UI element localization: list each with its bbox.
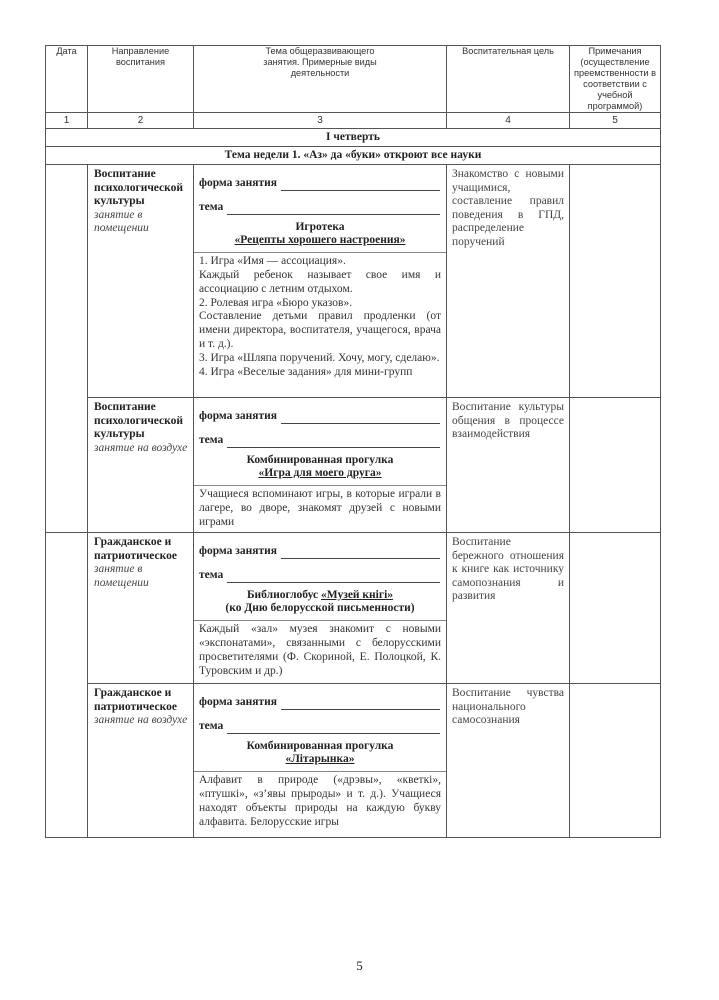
column-number: 1 <box>46 113 88 129</box>
table-row <box>46 165 661 398</box>
activity-type: Игротека <box>295 220 345 233</box>
direction-text: Гражданское и патриотическое <box>94 687 177 713</box>
topic-label: тема <box>199 433 224 446</box>
topic-field[interactable] <box>194 569 446 583</box>
activity-description <box>194 620 446 680</box>
description-line: Каждый «зал» музея знакомит с новыми «экспонатами», связанными с белорусскими просветителями (Ф. Скориной, Е. Полоцкой, К. Туровским и др.) <box>199 623 441 677</box>
header-notes: Примечания (осуществление преемственности в соответствии с учебной программой) <box>570 46 661 113</box>
location-text: занятие на воздухе <box>94 441 188 454</box>
activity-heading <box>194 589 446 617</box>
activity-description <box>194 771 446 831</box>
topic-blank-line[interactable] <box>227 722 440 734</box>
activity-type: Библиоглобус <box>246 588 319 601</box>
quarter-row <box>46 129 661 147</box>
direction-text: Гражданское и патриотическое <box>94 536 177 562</box>
direction-cell <box>88 398 194 533</box>
topic-field[interactable] <box>194 434 446 448</box>
form-label: форма занятия <box>199 545 278 557</box>
activity-title: «Рецепты хорошего настроения» <box>234 234 406 247</box>
activity-type: Комбинированная прогулка <box>246 739 394 752</box>
activity-heading <box>194 454 446 482</box>
activity-cell <box>194 533 447 684</box>
location-text: занятие в помещении <box>94 563 149 589</box>
description-line: 4. Игра «Веселые задания» для мини-групп <box>199 365 413 378</box>
date-cell <box>46 533 88 838</box>
topic-blank-line[interactable] <box>227 571 440 583</box>
date-cell <box>46 165 88 533</box>
form-label: форма занятия <box>199 177 278 189</box>
form-blank-line[interactable] <box>281 698 440 710</box>
form-label: форма занятия <box>199 696 278 708</box>
column-number: 2 <box>88 113 194 129</box>
notes-cell <box>570 684 661 838</box>
topic-field[interactable] <box>194 201 446 215</box>
document-page <box>45 45 660 838</box>
goal-cell: Воспитание чувства национального самосознания <box>447 684 570 838</box>
form-field[interactable] <box>194 545 446 559</box>
activity-heading <box>194 740 446 768</box>
activity-description <box>194 485 446 531</box>
header-goal: Воспитательная цель <box>447 46 570 113</box>
activity-type-line <box>198 589 442 603</box>
activity-cell <box>194 398 447 533</box>
form-field[interactable] <box>194 410 446 424</box>
column-number: 3 <box>194 113 447 129</box>
topic-field[interactable] <box>194 720 446 734</box>
description-line: 1. Игра «Имя — ассоциация». <box>199 255 346 268</box>
activity-title: «Игра для моего друга» <box>258 467 382 480</box>
direction-cell <box>88 533 194 684</box>
header-date: Дата <box>46 46 88 113</box>
description-line: 2. Ролевая игра «Бюро указов». <box>199 296 353 309</box>
notes-cell <box>570 165 661 398</box>
goal-cell: Воспитание бережного отношения к книге как источнику самопознания и развития <box>447 533 570 684</box>
activity-title: «Літарынка» <box>285 753 355 766</box>
form-blank-line[interactable] <box>281 547 440 559</box>
description-line: 3. Игра «Шляпа поручений. Хочу, могу, сделаю». <box>199 351 440 364</box>
goal-cell: Воспитание культуры общения в процессе взаимодействия <box>447 398 570 533</box>
form-label: форма занятия <box>199 410 278 422</box>
topic-blank-line[interactable] <box>227 436 440 448</box>
direction-text: Воспитание психологической культуры <box>94 401 184 440</box>
table-row <box>46 684 661 838</box>
description-line: Составление детьми правил продленки (от имени директора, воспитателя, учащегося, врача и т. д.). <box>199 310 441 350</box>
page-number: 5 <box>356 958 363 973</box>
direction-cell <box>88 684 194 838</box>
direction-text: Воспитание психологической культуры <box>94 168 184 207</box>
table-row <box>46 398 661 533</box>
header-row <box>46 46 661 113</box>
activity-cell <box>194 684 447 838</box>
description-line: Учащиеся вспоминают игры, в которые играли в лагере, во дворе, знакомят друзей с новыми играми <box>199 488 441 528</box>
topic-label: тема <box>199 568 224 581</box>
notes-cell <box>570 533 661 684</box>
topic-blank-line[interactable] <box>227 203 440 215</box>
column-numbers-row <box>46 113 661 129</box>
column-number: 5 <box>570 113 661 129</box>
week-theme: Тема недели 1. «Аз» да «буки» откроют все науки <box>46 147 661 165</box>
lesson-plan-table <box>45 45 661 838</box>
quarter-label: I четверть <box>46 129 661 147</box>
activity-heading <box>194 221 446 249</box>
form-field[interactable] <box>194 696 446 710</box>
goal-cell: Знакомство с новыми учащимися, составление правил поведения в ГПД, распределение поручений <box>447 165 570 398</box>
week-theme-row <box>46 147 661 165</box>
activity-description <box>194 252 446 381</box>
topic-label: тема <box>199 719 224 732</box>
form-field[interactable] <box>194 177 446 191</box>
direction-cell <box>88 165 194 398</box>
header-direction: Направление воспитания <box>88 46 194 113</box>
activity-type: Комбинированная прогулка <box>246 453 394 466</box>
table-row <box>46 533 661 684</box>
column-number: 4 <box>447 113 570 129</box>
activity-title: «Музей кнігі» <box>321 588 394 601</box>
form-blank-line[interactable] <box>281 412 440 424</box>
location-text: занятие в помещении <box>94 208 149 234</box>
header-topic: Тема общеразвивающего занятия. Примерные виды деятельности <box>194 46 447 113</box>
location-text: занятие на воздухе <box>94 714 188 726</box>
activity-subtitle: (ко Дню белорусской письменности) <box>225 602 415 615</box>
notes-cell <box>570 398 661 533</box>
description-line: Алфавит в природе («дрэвы», «кветкі», «птушкі», «з’явы прыроды» и т. д.). Учащиеся находят объекты природы на каждую букву алфавита. Белорусские игры <box>199 774 441 828</box>
topic-label: тема <box>199 200 224 213</box>
activity-cell <box>194 165 447 398</box>
description-line: Каждый ребенок называет свое имя и ассоциацию с летним отдыхом. <box>199 268 441 295</box>
form-blank-line[interactable] <box>281 179 440 191</box>
